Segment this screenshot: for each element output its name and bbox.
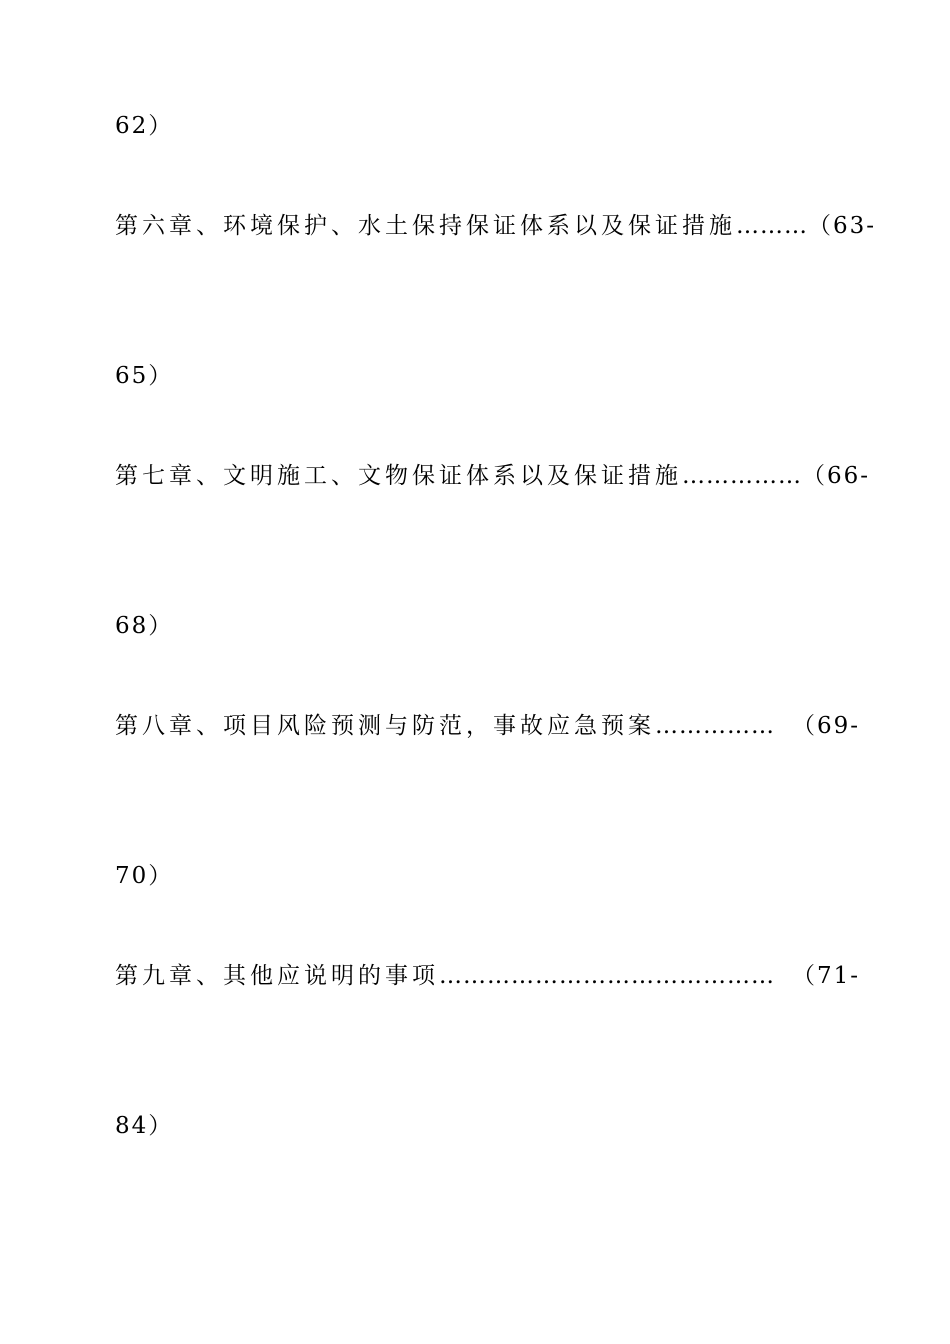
toc-page-range-start: （71- — [791, 963, 860, 989]
toc-entry-title: 第九章、其他应说明的事项 — [115, 963, 439, 989]
toc-page-range-start: （63- — [808, 213, 877, 239]
toc-entry-chapter-6 — [115, 211, 877, 241]
toc-page-range-end: 70） — [115, 863, 174, 889]
toc-leader-dots: …………………………………… — [439, 963, 775, 989]
toc-leader-dots: …………… — [682, 463, 802, 489]
toc-entry-title: 第七章、文明施工、文物保证体系以及保证措施 — [115, 463, 682, 489]
toc-page-range-end: 65） — [115, 363, 174, 389]
toc-leader-dots: ……… — [736, 213, 808, 239]
toc-entry-title: 第八章、项目风险预测与防范，事故应急预案 — [115, 713, 655, 739]
toc-leader-dots: …………… — [655, 713, 775, 739]
toc-page-range-start: （69- — [791, 713, 860, 739]
toc-page-range-end: 84） — [115, 1113, 174, 1139]
toc-entry-chapter-7 — [115, 461, 871, 491]
toc-entry-chapter-9 — [115, 961, 860, 991]
toc-entry-chapter-8 — [115, 711, 860, 741]
toc-entry-title: 第六章、环境保护、水土保持保证体系以及保证措施 — [115, 213, 736, 239]
toc-page-range-end: 68） — [115, 613, 174, 639]
toc-page-range-end: 62） — [115, 113, 174, 139]
toc-page-range-start: （66- — [802, 463, 871, 489]
